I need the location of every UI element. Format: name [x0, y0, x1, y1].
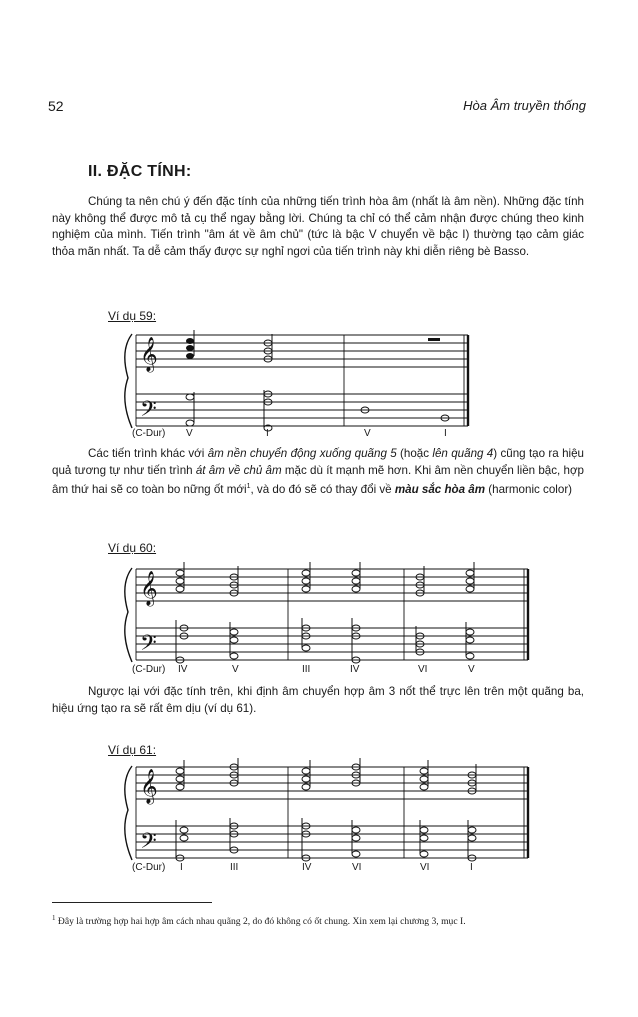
- example-60-numeral: V: [468, 664, 475, 675]
- running-title: Hòa Âm truyền thống: [463, 98, 586, 113]
- example-60-numeral: VI: [418, 664, 428, 675]
- footnote-divider: [52, 902, 212, 903]
- svg-text:𝄢: 𝄢: [140, 631, 157, 661]
- svg-text:𝄢: 𝄢: [140, 829, 157, 859]
- example-60-numeral: V: [232, 664, 239, 675]
- svg-text:𝄞: 𝄞: [140, 769, 158, 804]
- example-61-numeral: III: [230, 862, 239, 873]
- paragraph-2: Các tiến trình khác với âm nền chuyển động xuống quãng 5 (hoặc lên quãng 4) cũng tạo ra hiệu quả tương tự như tiến trình át âm về chủ âm mặc dù ít mạnh mẽ hơn. Khi âm nền chuyển liền bậc, hợp âm thứ hai sẽ co toàn bo nững ốt mới$^1$, và do đó sẽ có thay đổi về màu sắc hòa âm (harmonic color): [52, 447, 584, 497]
- example-60-numeral: IV: [350, 664, 360, 675]
- example-59-label: Ví dụ 59:: [108, 309, 157, 323]
- example-61-numeral: VI: [352, 862, 362, 873]
- svg-text:𝄞: 𝄞: [140, 337, 158, 372]
- svg-text:𝄢: 𝄢: [140, 397, 157, 427]
- example-60-label: Ví dụ 60:: [108, 541, 157, 555]
- example-59-numeral: V: [364, 428, 371, 439]
- example-61-numeral: VI: [420, 862, 430, 873]
- example-59-numeral: I: [266, 428, 269, 439]
- example-59-numeral: I: [444, 428, 447, 439]
- example-61-numeral: I: [470, 862, 473, 873]
- example-61-numeral: IV: [302, 862, 312, 873]
- example-59-numeral: V: [186, 428, 193, 439]
- page-number: 52: [48, 98, 64, 114]
- example-61-key: (C-Dur): [132, 862, 166, 873]
- example-59-key: (C-Dur): [132, 428, 166, 439]
- example-60-numeral: III: [302, 664, 311, 675]
- section-heading: II. ĐẶC TÍNH:: [88, 163, 192, 180]
- paragraph-3: Ngược lại với đặc tính trên, khi định âm chuyển hợp âm 3 nốt thể trực lên trên một quãng ba, hiệu ứng tạo ra sẽ rất êm dịu (ví dụ 61).: [52, 685, 584, 715]
- example-60-numeral: IV: [178, 664, 188, 675]
- example-61-label: Ví dụ 61:: [108, 743, 157, 757]
- example-61-numeral: I: [180, 862, 183, 873]
- footnote: $^1$ Đây là trường hợp hai hợp âm cách nhau quãng 2, do đó không có ốt chung. Xin xem lại chương 3, mục I.: [52, 914, 466, 928]
- example-60-key: (C-Dur): [132, 664, 166, 675]
- paragraph-1: Chúng ta nên chú ý đến đặc tính của những tiến trình hòa âm (nhất là âm nền). Những đặc tính này không thể được mô tả cụ thể ngay bằng lời. Chúng ta chỉ có thể cảm nhận được chúng theo kinh nghiệm của mình. Tiến trình "âm át về âm chủ" (tức là bậc V chuyển về bậc I) thường tạo cảm giác thỏa mãn nhất. Ta dễ cảm thấy được sự nghỉ ngơi của tiến trình này khi diễn riêng bè Basso.: [52, 195, 584, 258]
- svg-text:𝄞: 𝄞: [140, 571, 158, 606]
